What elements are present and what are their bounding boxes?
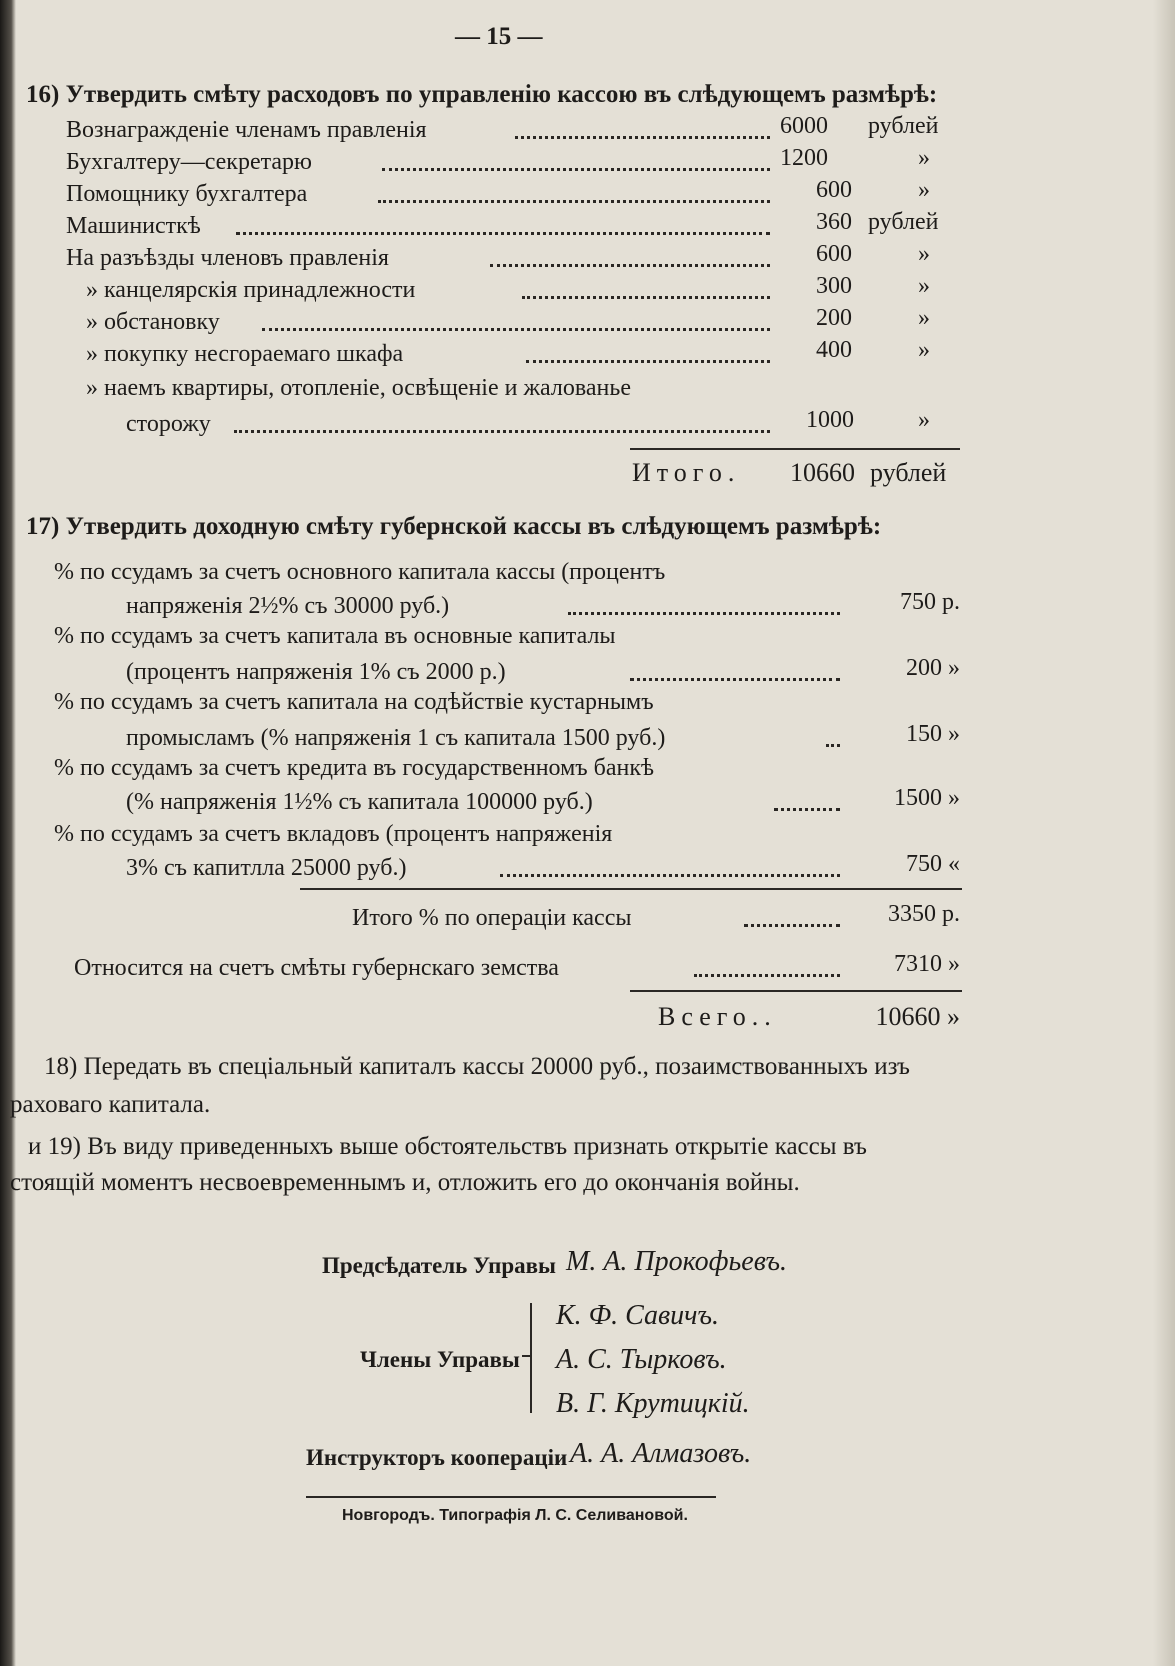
section19-line1: и 19) Въ виду приведенныхъ выше обстоятельствъ признать открытіе кассы въ — [28, 1133, 867, 1160]
expense-unit: » — [918, 337, 930, 363]
dot-leader — [500, 874, 840, 877]
expense-label: » обстановку — [86, 309, 220, 335]
dot-leader — [568, 612, 840, 615]
section19-line2: стоящій моментъ несвоевременнымъ и, отложить его до окончанія войны. — [10, 1169, 800, 1196]
expense-unit: рублей — [868, 113, 939, 139]
section17-heading: 17) Утвердить доходную смѣту губернской кассы въ слѣдующемъ размѣрѣ: — [26, 513, 882, 540]
dot-leader — [515, 136, 770, 139]
expense-label: Бухгалтеру—секретарю — [66, 149, 312, 175]
chairman-title: Предсѣдатель Управы — [322, 1253, 557, 1278]
dot-leader — [630, 678, 840, 681]
dot-leader — [526, 360, 770, 363]
expense-unit: » — [918, 407, 930, 433]
grand-total-amount: 10660 » — [875, 1002, 960, 1031]
subtotal-label: Итого % по операціи кассы — [352, 905, 632, 931]
expense-amount: 1200 — [780, 145, 828, 171]
subtotal-rule — [300, 888, 962, 890]
income-amount: 750 « — [906, 851, 960, 877]
expense-amount: 360 — [816, 209, 852, 235]
expense-amount: 600 — [816, 177, 852, 203]
income-amount: 200 » — [906, 655, 960, 681]
dot-leader — [694, 974, 840, 977]
dot-leader — [378, 200, 770, 203]
income-line1: % по ссудамъ за счетъ основного капитала кассы (процентъ — [54, 559, 666, 585]
dot-leader — [522, 296, 770, 299]
section18-line1: 18) Передать въ спеціальный капиталъ кассы 20000 руб., позаимствованныхъ изъ — [44, 1053, 910, 1080]
grand-total-label: Всего.. — [658, 1002, 777, 1031]
page-edge-shadow — [1153, 0, 1175, 1666]
book-spine-shadow — [0, 0, 16, 1666]
page-number: — 15 — — [455, 23, 543, 50]
expense-unit: рублей — [868, 209, 939, 235]
expense-label: сторожу — [126, 411, 211, 437]
section16-heading: 16) Утвердить смѣту расходовъ по управленію кассою въ слѣдующемъ размѣрѣ: — [26, 81, 938, 108]
member-name: В. Г. Крутицкій. — [556, 1388, 750, 1419]
income-amount: 750 р. — [900, 589, 960, 615]
expense-label: » покупку несгораемаго шкафа — [86, 341, 404, 367]
income-line1: % по ссудамъ за счетъ капитала въ основные капиталы — [54, 623, 616, 649]
expense-label: » канцелярскія принадлежности — [86, 277, 416, 303]
expense-amount: 6000 — [780, 113, 828, 139]
expense-unit: » — [918, 145, 930, 171]
expense-label: Помощнику бухгалтера — [66, 181, 308, 207]
member-name: К. Ф. Савичъ. — [556, 1300, 720, 1331]
expense-unit: » — [918, 241, 930, 267]
income-line1: % по ссудамъ за счетъ вкладовъ (процентъ напряженія — [54, 821, 613, 847]
expense-label: На разъѣзды членовъ правленія — [66, 245, 389, 271]
section18-line2: раховаго капитала. — [10, 1091, 211, 1118]
expense-unit: » — [918, 177, 930, 203]
expense-unit: » — [918, 273, 930, 299]
printer-imprint: Новгородъ. Типографія Л. С. Селивановой. — [342, 1507, 688, 1524]
members-title: Члены Управы — [360, 1347, 520, 1372]
expense-amount: 400 — [816, 337, 852, 363]
dot-leader — [234, 430, 770, 433]
total-rule — [630, 448, 960, 450]
income-line1: % по ссудамъ за счетъ капитала на содѣйствіе кустарнымъ — [54, 689, 654, 715]
imprint-rule — [306, 1496, 716, 1498]
expense-amount: 300 — [816, 273, 852, 299]
income-line2: напряженія 2½% съ 30000 руб.) — [126, 593, 450, 619]
subtotal-amount: 3350 р. — [888, 901, 960, 927]
instructor-name: А. А. Алмазовъ. — [570, 1438, 752, 1469]
income-line2: (процентъ напряженія 1% съ 2000 р.) — [126, 659, 506, 685]
dot-leader — [774, 808, 840, 811]
members-brace — [530, 1303, 542, 1413]
expense-unit: » — [918, 305, 930, 331]
chairman-name: М. А. Прокофьевъ. — [566, 1246, 788, 1277]
dot-leader — [236, 232, 770, 235]
zemstvo-label: Относится на счетъ смѣты губернскаго земства — [74, 955, 559, 981]
dot-leader — [490, 264, 770, 267]
section16-total-amount: 10660 — [790, 458, 855, 487]
expense-label: » наемъ квартиры, отопленіе, освѣщеніе и жалованье — [86, 375, 631, 401]
expense-amount: 1000 — [806, 407, 854, 433]
expense-label: Вознагражденіе членамъ правленія — [66, 117, 427, 143]
section16-total-unit: рублей — [870, 458, 947, 487]
dot-leader — [262, 328, 770, 331]
dot-leader — [382, 168, 770, 171]
member-name: А. С. Тырковъ. — [556, 1344, 727, 1375]
expense-amount: 600 — [816, 241, 852, 267]
expense-amount: 200 — [816, 305, 852, 331]
grand-total-rule — [630, 990, 962, 992]
income-line2: (% напряженія 1½% съ капитала 100000 руб.) — [126, 789, 593, 815]
dot-leader — [826, 744, 840, 747]
income-line2: промысламъ (% напряженія 1 съ капитала 1500 руб.) — [126, 725, 666, 751]
income-line1: % по ссудамъ за счетъ кредита въ государственномъ банкѣ — [54, 755, 655, 781]
income-amount: 150 » — [906, 721, 960, 747]
income-amount: 1500 » — [894, 785, 960, 811]
expense-label: Машинисткѣ — [66, 213, 201, 239]
instructor-title: Инструкторъ коопераціи — [306, 1445, 568, 1470]
zemstvo-amount: 7310 » — [894, 951, 960, 977]
section16-total-label: Итого. — [632, 458, 741, 487]
income-line2: 3% съ капитлла 25000 руб.) — [126, 855, 407, 881]
dot-leader — [744, 924, 840, 927]
